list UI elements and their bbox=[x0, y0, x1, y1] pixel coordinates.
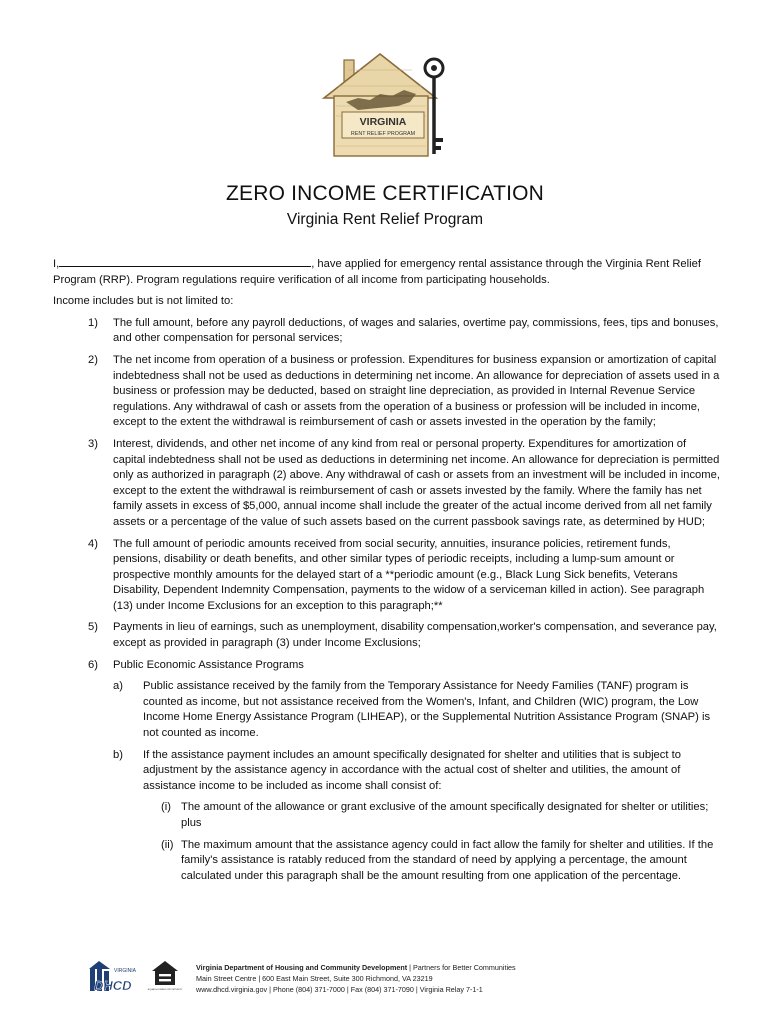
sub-list-letter: a) bbox=[113, 680, 123, 693]
list-item-text: The full amount, before any payroll deductions, of wages and salaries, overtime pay, commissions, fees, tips and bonuses, and other compensation for personal services; bbox=[113, 316, 719, 345]
footer-tagline: | Partners for Better Communities bbox=[407, 963, 516, 972]
logo-line1: VIRGINIA bbox=[359, 116, 407, 128]
virginia-rent-relief-logo bbox=[318, 50, 452, 162]
list-item-number: 1) bbox=[88, 316, 98, 329]
intro-text: , have applied for emergency rental assistance through the Virginia Rent Relief Program (RRP). Program regulations require verification of all income from participating households. bbox=[53, 258, 701, 286]
dhcd-logo-top: VIRGINIA bbox=[114, 968, 136, 974]
page-footer bbox=[88, 958, 688, 994]
list-item bbox=[53, 316, 721, 347]
equal-housing-opportunity-icon bbox=[147, 959, 183, 993]
list-item-text: The full amount of periodic amounts received from social security, annuities, insurance policies, retirement funds, pensions, disability or death benefits, and other similar types of periodic receipts, including a lump-sum amount or prospective monthly amounts for the delayed start of a **periodic amount (e.g., Black Lung Sick benefits, Veterans Disability, Dependent Indemnity Compensation, payments to the widow of a serviceman killed in action). See paragraph (13) under Income Exclusions for an exception to this paragraph;** bbox=[113, 537, 705, 612]
list-item-text: The net income from operation of a business or profession. Expenditures for business expansion or amortization of capital indebtedness shall not be used as deductions in determining net income. An allowance for depreciation of assets used in a business or profession may be deducted, based on straight line depreciation, as provided in Internal Revenue Service regulations. Any withdrawal of cash or assets from the operation of a business or profession will be included in income, except to the extent the withdrawal is reimbursement of cash or assets invested in the operation by the family; bbox=[113, 353, 720, 429]
footer-text bbox=[196, 962, 516, 995]
list-item bbox=[53, 658, 721, 885]
dhcd-logo-text: DHCD bbox=[94, 978, 132, 993]
dhcd-logo bbox=[88, 959, 144, 993]
sub-list-item bbox=[113, 748, 721, 885]
sub-sub-list-numeral: (i) bbox=[161, 801, 171, 814]
logo-line2: RENT RELIEF PROGRAM bbox=[350, 131, 416, 137]
list-item-number: 4) bbox=[88, 537, 98, 550]
sub-list-text: Public assistance received by the family from the Temporary Assistance for Needy Families (TANF) program is counted as income, but not assistance received from the Women's, Infant, and Children (WIC) program, the Low Income Home Energy Assistance Program (LIHEAP), or the Supplemental Nutrition Assistance Program (SNAP) is not counted as income. bbox=[143, 680, 711, 740]
sub-list-item bbox=[113, 679, 721, 741]
list-item-text: Payments in lieu of earnings, such as unemployment, disability compensation,worker's compensation, and severance pay, except as provided in paragraph (3) under Income Exclusions; bbox=[113, 621, 717, 650]
list-item-number: 6) bbox=[88, 658, 98, 671]
sub-list-letter: b) bbox=[113, 748, 123, 761]
document-body bbox=[53, 256, 721, 890]
list-item-number: 3) bbox=[88, 437, 98, 450]
eho-text: EQUAL HOUSING OPPORTUNITY bbox=[147, 989, 183, 991]
sub-sub-list-text: The amount of the allowance or grant exclusive of the amount specifically designated for shelter or utilities; plus bbox=[181, 801, 709, 829]
list-item-number: 5) bbox=[88, 621, 98, 634]
list-item-number: 2) bbox=[88, 353, 98, 366]
footer-address: Main Street Centre | 600 East Main Street, Suite 300 Richmond, VA 23219 bbox=[196, 974, 433, 983]
list-item bbox=[53, 437, 721, 531]
sub-list-text: If the assistance payment includes an amount specifically designated for shelter and utilities that is subject to adjustment by the assistance agency in accordance with the actual cost of shelter and utilities, the amount of assistance income to be included as income shall consist of: bbox=[143, 748, 681, 792]
sub-sub-list-item bbox=[113, 838, 721, 885]
footer-org: Virginia Department of Housing and Community Development bbox=[196, 963, 408, 972]
sub-sub-list-numeral: (ii) bbox=[161, 838, 174, 851]
sub-sub-list-text: The maximum amount that the assistance agency could in fact allow the family for shelter and utilities. If the family's assistance is ratably reduced from the standard of need by applying a percentage, the amount calculated under this paragraph shall be the amount resulting from one application of the percentage. bbox=[181, 838, 714, 882]
footer-contact[interactable]: www.dhcd.virginia.gov | Phone (804) 371-7000 | Fax (804) 371-7090 | Virginia Relay 7-1-1 bbox=[196, 985, 483, 994]
includes-heading: Income includes but is not limited to: bbox=[53, 295, 234, 308]
intro-prefix: I, bbox=[53, 258, 60, 270]
list-item bbox=[53, 353, 721, 431]
list-item bbox=[53, 620, 721, 651]
list-item-text: Public Economic Assistance Programs bbox=[113, 658, 304, 671]
list-item bbox=[53, 537, 721, 615]
page-subtitle: Virginia Rent Relief Program bbox=[286, 211, 484, 228]
list-item-text: Interest, dividends, and other net income of any kind from real or personal property. Expenditures for amortization of capital indebtedness shall not be used as deductions in determining net income. An allowance for depreciation is permitted only as authorized in paragraph (2) above. Any withdrawal of cash or assets from an investment will be included in income, except to the extent the withdrawal is reimbursement of cash or assets invested by the family. Where the family has net family assets in excess of $5,000, annual income shall include the greater of the actual income derived from all net family assets or a percentage of the value of such assets based on the current passbook savings rate, as determined by HUD; bbox=[113, 437, 720, 528]
name-blank-line[interactable] bbox=[59, 256, 311, 267]
sub-sub-list-item bbox=[113, 800, 721, 831]
intro-paragraph bbox=[53, 256, 721, 288]
page-title: ZERO INCOME CERTIFICATION bbox=[225, 182, 545, 205]
